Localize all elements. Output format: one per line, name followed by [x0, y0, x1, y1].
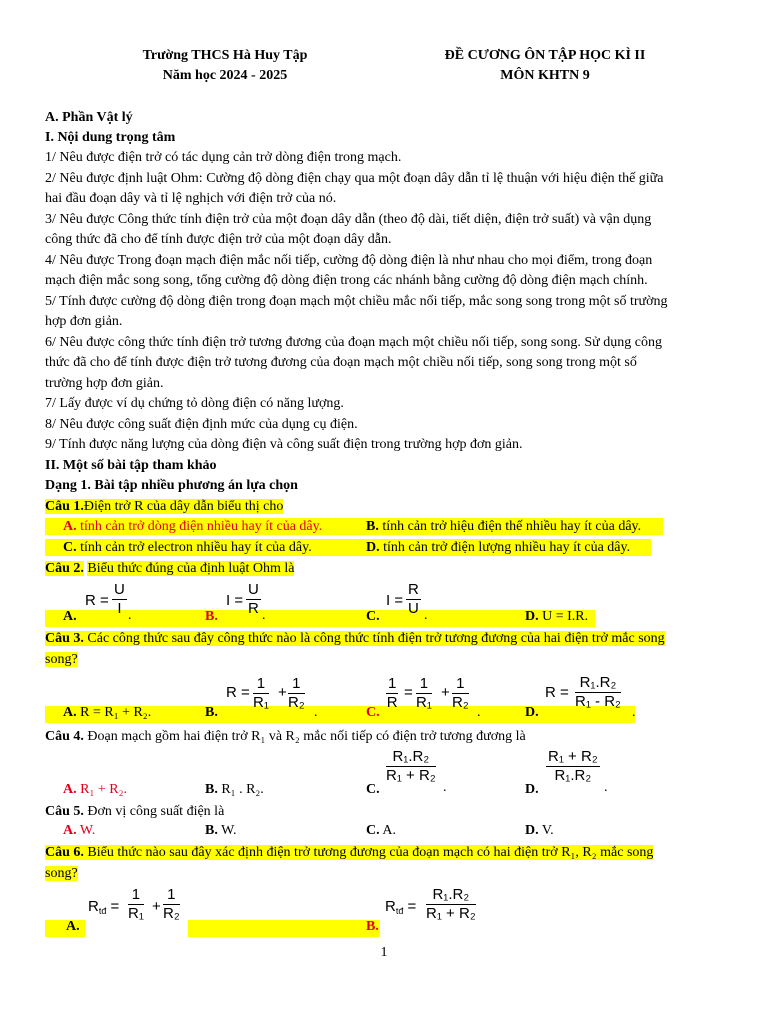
content-line: 6/ Nêu được công thức tính điện trở tương đương của đoạn mạch một chiều nối tiếp, song song. Sử dụng công	[45, 335, 662, 350]
q4-formula-c: $\frac{\text{R₁.R₂}}{\text{R₁ + R₂}}$	[386, 748, 436, 784]
q2-formula-a: $\frac{U}{I}$	[114, 581, 125, 617]
q3-option-d-label: D.	[525, 705, 539, 720]
content-line: 8/ Nêu được công suất điện định mức của dụng cụ điện.	[45, 417, 358, 432]
q2-formula-c: $\frac{R}{U}$	[408, 581, 419, 617]
q2-formula-b-lhs: I =	[226, 592, 244, 609]
document-title: ĐỀ CƯƠNG ÔN TẬP HỌC KÌ II	[444, 48, 646, 63]
q3-formula-b-term2: $\frac{1}{\text{R₂}}$	[288, 675, 305, 711]
content-line: hai đầu đoạn dây và tỉ lệ nghịch với điện trở của nó.	[45, 191, 337, 206]
section-ii-heading: II. Một số bài tập tham khảo	[45, 458, 217, 473]
answer-highlight	[188, 920, 380, 937]
q3-formula-d-lhs: R =	[545, 684, 569, 701]
q5-option-b: B. W.	[205, 823, 237, 838]
section-a-heading: A. Phần Vật lý	[45, 110, 133, 125]
content-line: 1/ Nêu được điện trở có tác dụng cản trở dòng điện trong mạch.	[45, 150, 402, 165]
q3-formula-b-term1: $\frac{1}{\text{R₁}}$	[253, 675, 269, 711]
page-number: 1	[380, 945, 388, 960]
q6-option-a-label: A.	[66, 919, 80, 934]
q2-option-c-label: C.	[366, 609, 380, 624]
content-line: 5/ Tính được cường độ dòng điện trong đoạn mạch một chiều mắc nối tiếp, mắc song song trong một số trường	[45, 294, 668, 309]
content-line: 9/ Tính được năng lượng của dòng điện và công suất điện trong trường hợp đơn giản.	[45, 437, 523, 452]
q4-option-a: A. R₁ + R₂.	[63, 782, 127, 797]
q3-option-a: A. R = R₁ + R₂.	[63, 705, 152, 720]
q3-formula-b-lhs: R =	[226, 684, 250, 701]
q6-formula-a-term2: $\frac{1}{\text{R₂}}$	[163, 886, 180, 922]
q2-option-a-label: A.	[63, 609, 77, 624]
question-text: Điện trở R của dây dẫn biểu thị cho	[83, 499, 284, 514]
content-line: 7/ Lấy được ví dụ chứng tỏ dòng điện có năng lượng.	[45, 396, 344, 411]
question-6: Câu 6. Biểu thức nào sau đây xác định điện trở tương đương của đoạn mạch có hai điện trở R₁, R₂ mắc song song?	[45, 845, 654, 881]
q4-formula-d: $\frac{\text{R₁ + R₂}}{\text{R₁.R₂}}$	[548, 748, 598, 784]
q3-formula-c-term2: $\frac{1}{\text{R₂}}$	[452, 675, 469, 711]
q5-option-a: A. W.	[63, 823, 96, 838]
section-i-heading: I. Nội dung trọng tâm	[45, 130, 176, 145]
q1-option-d: D. tính cản trở điện lượng nhiều hay ít của dây.	[366, 540, 631, 555]
q6-formula-a-lhs: $R_{tđ}$ =	[88, 898, 120, 916]
q4-option-d-label: D.	[525, 782, 539, 797]
q4-option-b: B. R₁ . R₂.	[205, 782, 264, 797]
q3-option-c-label: C.	[366, 705, 380, 720]
q6-option-b-label: B.	[366, 919, 379, 934]
q2-formula-c-lhs: I =	[386, 592, 404, 609]
q5-option-c: C. A.	[366, 823, 396, 838]
q2-formula-a-lhs: R =	[85, 592, 109, 609]
question-5: Câu 5. Đơn vị công suất điện là	[45, 804, 225, 819]
question-3: Câu 3. Các công thức sau đây công thức nào là công thức tính điện trở tương đương của hai điện trở mắc song song?	[45, 631, 665, 667]
q2-formula-b: $\frac{U}{R}$	[248, 581, 259, 617]
content-line: trường hợp đơn giản.	[45, 376, 164, 391]
q1-option-c: C. tính cản trở electron nhiều hay ít của dây.	[63, 540, 312, 555]
content-line: 4/ Nêu được Trong đoạn mạch điện mắc nối tiếp, cường độ dòng điện là như nhau cho mọi điểm, trong đoạn	[45, 253, 653, 268]
q3-formula-c-term1: $\frac{1}{\text{R₁}}$	[416, 675, 432, 711]
content-line: công thức đã cho để tính được điện trở của một đoạn dây dẫn.	[45, 232, 392, 247]
q2-option-d: D. U = I.R.	[525, 609, 589, 624]
q4-option-c-label: C.	[366, 782, 380, 797]
dang1-heading: Dạng 1. Bài tập nhiều phương án lựa chọn	[45, 478, 298, 493]
q5-option-d: D. V.	[525, 823, 554, 838]
school-name: Trường THCS Hà Huy Tập	[142, 48, 308, 63]
question-1	[45, 497, 283, 517]
q3-option-b-label: B.	[205, 705, 218, 720]
content-line: thức đã cho để tính được điện trở tương đương của đoạn mạch một chiều nối tiếp, song song trong một số	[45, 355, 637, 370]
school-year: Năm học 2024 - 2025	[162, 68, 288, 83]
q6-formula-a-term1: $\frac{1}{\text{R₁}}$	[128, 886, 144, 922]
q1-option-b: B. tính cản trở hiệu điện thế nhiều hay ít của dây.	[366, 519, 642, 534]
content-line: mạch điện mắc song song, tổng cường độ dòng điện trong các nhánh bằng cường độ dòng điện mạch chính.	[45, 273, 648, 288]
q3-formula-d: $\frac{\text{R₁.R₂}}{\text{R₁ - R₂}}$	[575, 674, 621, 710]
q1-option-a: A. tính cản trở dòng điện nhiều hay ít của dây.	[63, 519, 323, 534]
content-line: 3/ Nêu được Công thức tính điện trở của một đoạn dây dẫn (theo độ dài, tiết diện, điện trở suất) và vận dụng	[45, 212, 652, 227]
content-line: 2/ Nêu được định luật Ohm: Cường độ dòng điện chạy qua một đoạn dây dẫn tỉ lệ thuận với hiệu điện thế giữa	[45, 171, 664, 186]
question-4: Câu 4. Đoạn mạch gồm hai điện trở R₁ và R₂ mắc nối tiếp có điện trở tương đương là	[45, 729, 526, 744]
q6-formula-b-lhs: $R_{tđ}$ =	[385, 898, 417, 916]
content-line: hợp đơn giản.	[45, 314, 123, 329]
question-label: Câu 1.	[45, 499, 84, 514]
document-subject: MÔN KHTN 9	[500, 68, 590, 83]
q6-formula-b: $\frac{\text{R₁.R₂}}{\text{R₁ + R₂}}$	[426, 886, 476, 922]
question-2: Câu 2. Biểu thức đúng của định luật Ohm là	[45, 561, 295, 576]
q3-formula-c-lhs: $\frac{1}{R}$	[386, 675, 398, 711]
q2-option-b-label: B.	[205, 609, 218, 624]
